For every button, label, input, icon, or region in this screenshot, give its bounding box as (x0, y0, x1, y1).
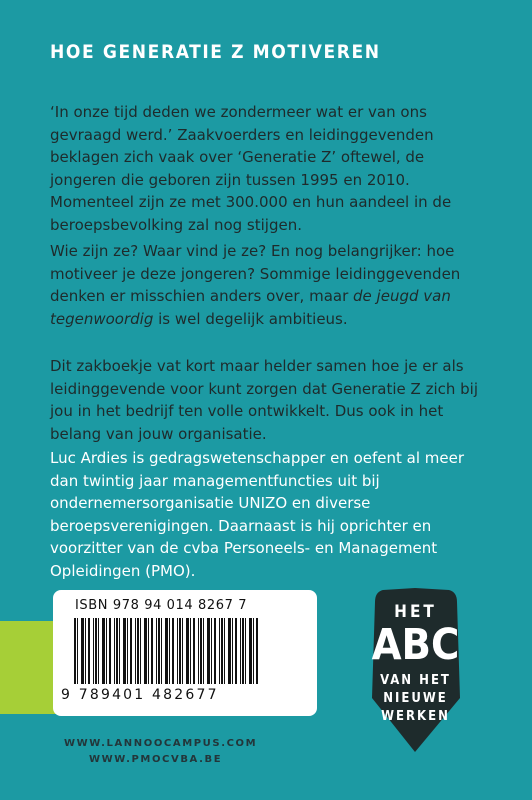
barcode-bars (74, 618, 260, 684)
summary-paragraph: Dit zakboekje vat kort maar helder samen hoe je er als leidinggevende voor kunt zorgen dat Generatie Z zich bij jou in het bedrijf ten volle ontwikkelt. Dus ook in het belang van jouw organisatie. (50, 357, 479, 443)
series-badge (369, 588, 462, 754)
pmo-website: WWW.PMOCVBA.BE (89, 754, 223, 765)
isbn-label: ISBN 978 94 014 8267 7 (75, 598, 248, 613)
question-text-end: is wel degelijk ambitieus. (153, 309, 348, 328)
question-paragraph (50, 240, 490, 330)
intro-paragraph: ‘In onze tijd deden we zondermeer wat er van ons gevraagd werd.’ Zaakvoerders en leidinggevenden beklagen zich vaak over ‘Generatie Z’ oftewel, de jongeren die geboren zijn tussen 1995 en 2010. Momenteel zijn ze met 300.000 en hun aandeel in de beroepsbevolking zal nog stijgen. (50, 103, 452, 234)
barcode-panel (53, 590, 317, 716)
badge-line-werken: WERKEN (381, 709, 450, 724)
barcode-digits: 9 789401 482677 (61, 687, 219, 703)
badge-line-nieuwe: NIEUWE (383, 691, 448, 706)
badge-line-het: HET (394, 602, 437, 622)
question-text-start: Wie zijn ze? Waar vind je ze? En nog belangrijker: hoe motiveer je deze jongeren? Sommige leidinggevenden denken er misschien anders over, maar (50, 242, 461, 305)
badge-line-abc: ABC (371, 620, 460, 670)
question-text-italic: de jeugd van tegenwoordig (50, 287, 451, 328)
publisher-website: WWW.LANNOOCAMPUS.COM (64, 738, 258, 749)
author-bio-paragraph: Luc Ardies is gedragswetenschapper en oefent al meer dan twintig jaar managementfuncties uit bij ondernemersorganisatie UNIZO en diverse beroepsverenigingen. Daarnaast is hij oprichter en voorzitter van de cvba Personeels- en Management Opleidingen (PMO). (50, 449, 465, 580)
book-title: HOE GENERATIE Z MOTIVEREN (50, 41, 381, 63)
badge-line-van-het: VAN HET (380, 673, 451, 688)
